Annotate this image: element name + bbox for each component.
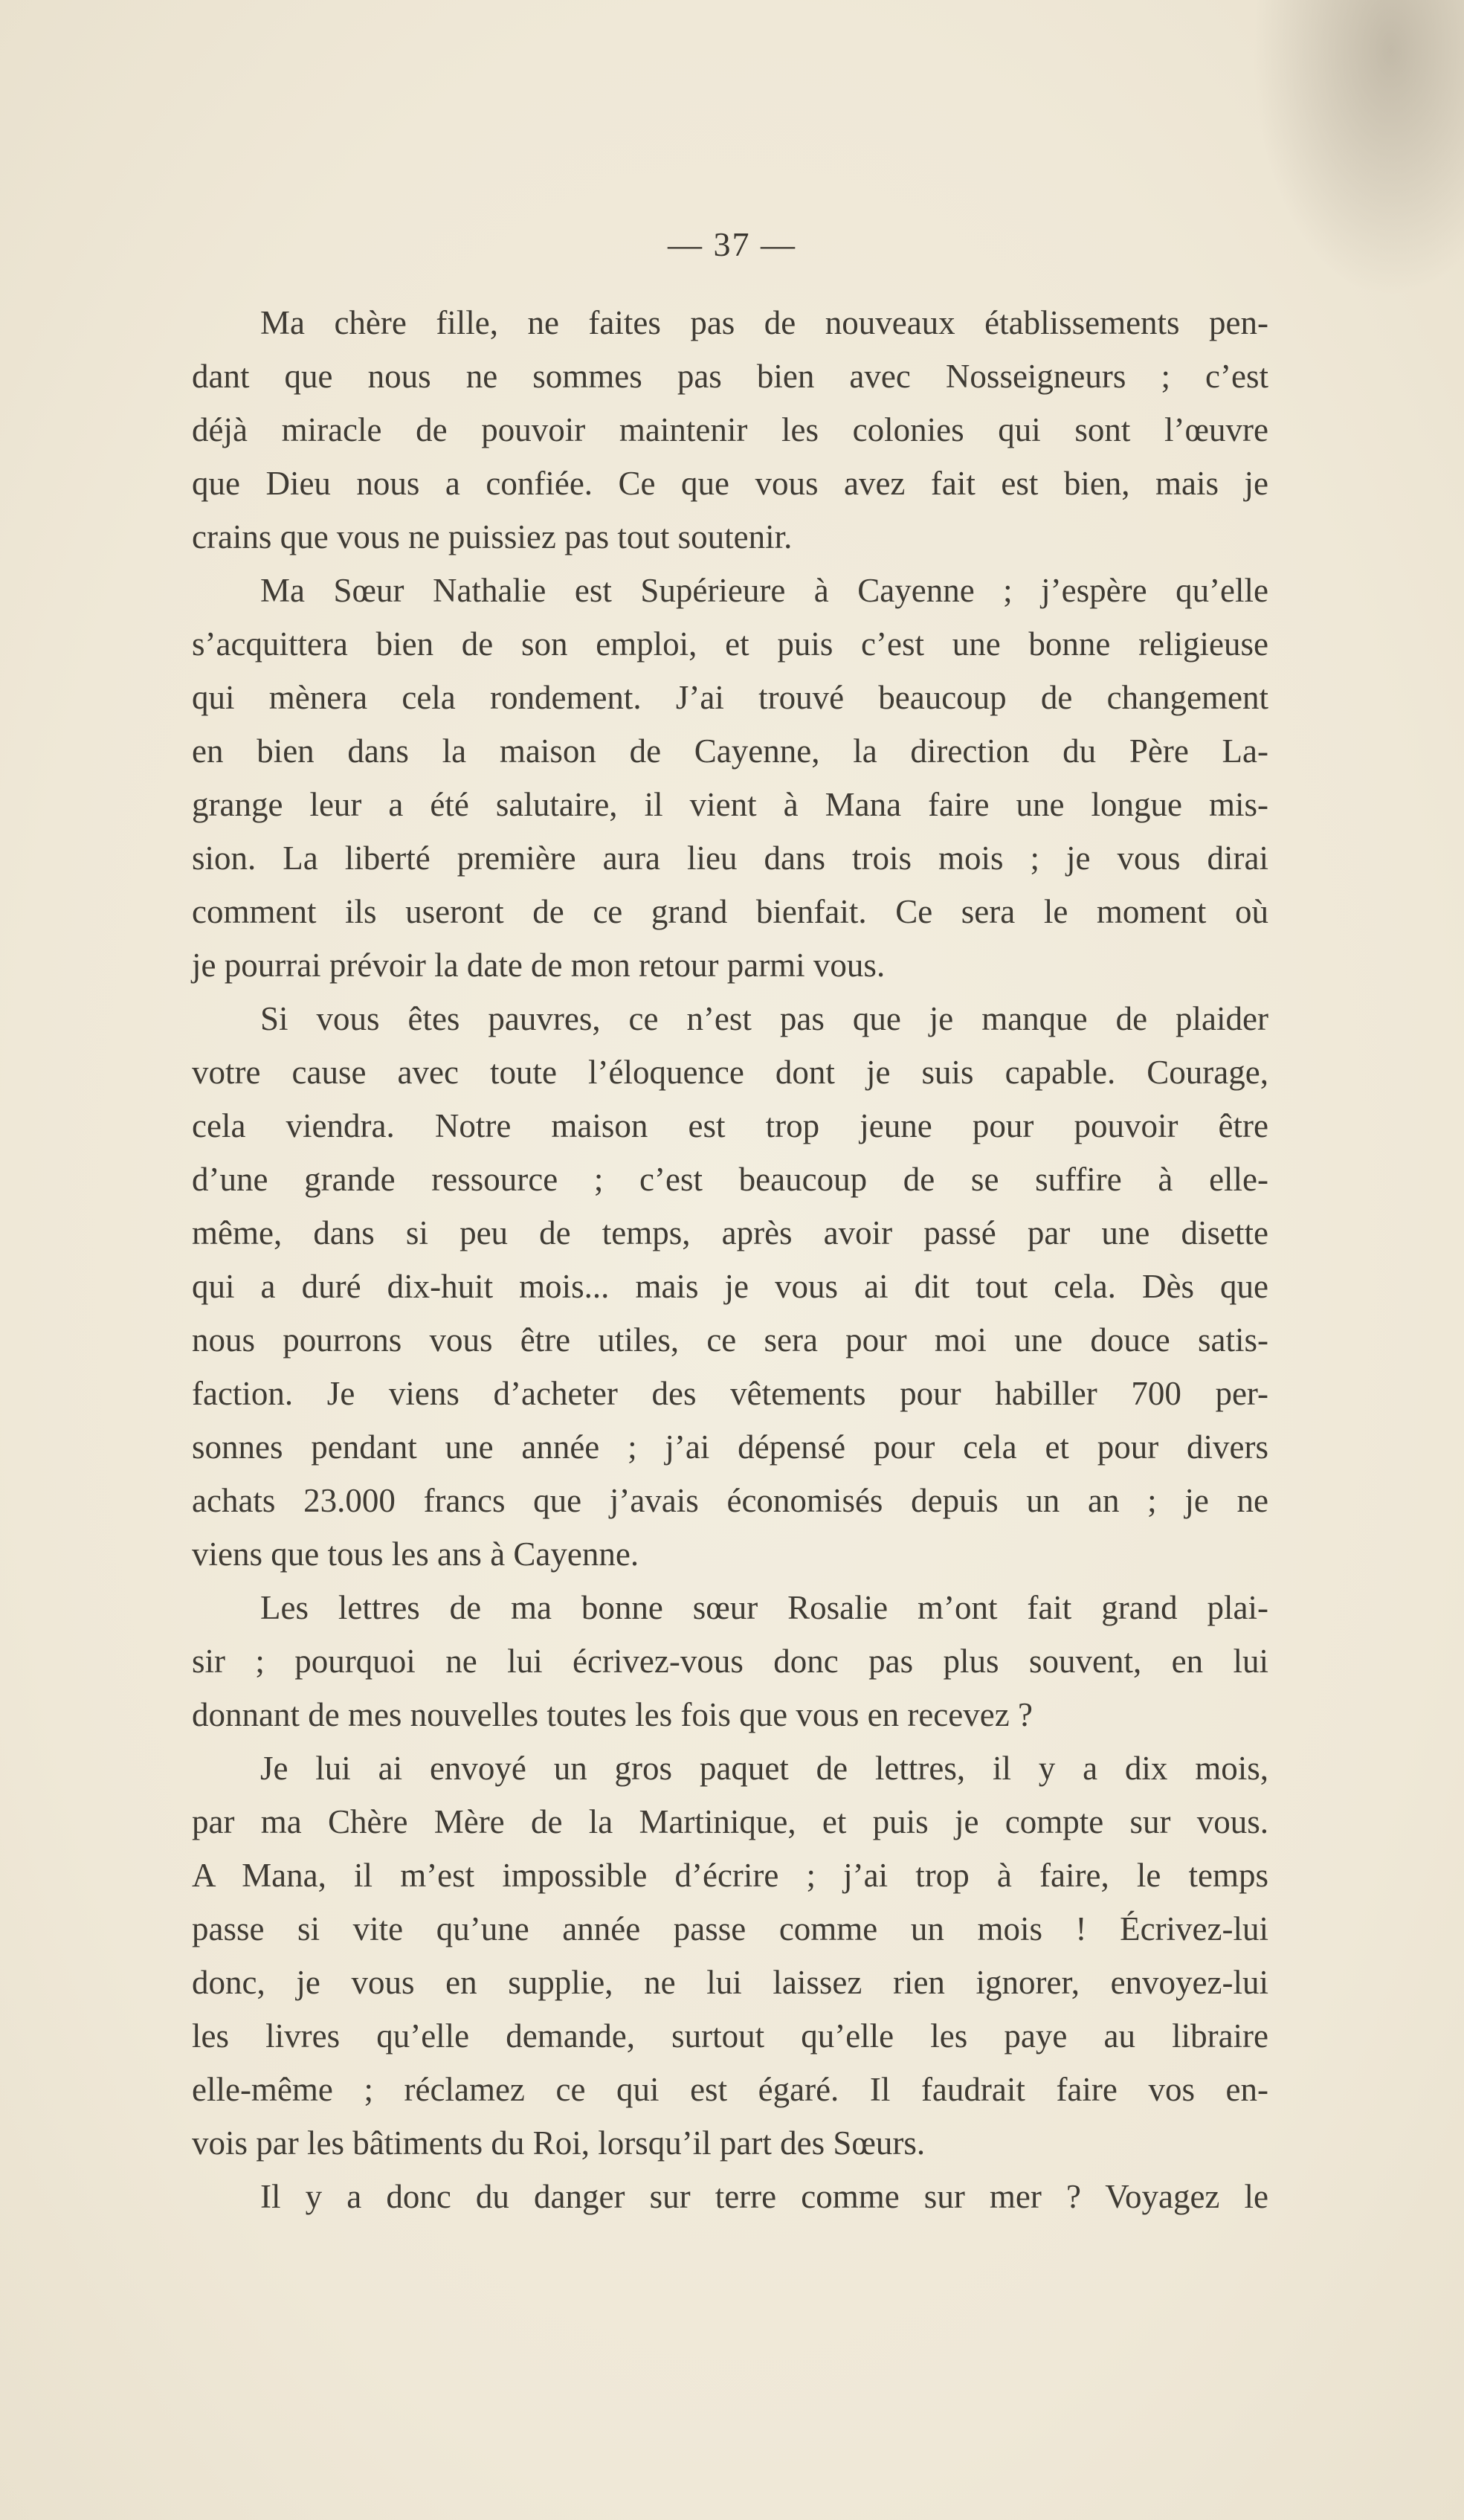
text-line: déjà miracle de pouvoir maintenir les colonies qui sont l’œuvre <box>192 411 1268 448</box>
text-line: même, dans si peu de temps, après avoir passé par une disette <box>192 1214 1268 1251</box>
text-line: d’une grande ressource ; c’est beaucoup de se suffire à elle- <box>192 1161 1268 1198</box>
text-line: crains que vous ne puissiez pas tout soutenir. <box>192 518 793 555</box>
text-line: Il y a donc du danger sur terre comme sur mer ? Voyagez le <box>260 2178 1268 2215</box>
text-line: dant que nous ne sommes pas bien avec Nosseigneurs ; c’est <box>192 358 1268 395</box>
text-line: donnant de mes nouvelles toutes les fois que vous en recevez ? <box>192 1696 1033 1733</box>
text-line: s’acquittera bien de son emploi, et puis c’est une bonne religieuse <box>192 625 1268 663</box>
text-line: achats 23.000 francs que j’avais économisés depuis un an ; je ne <box>192 1482 1268 1519</box>
text-line: Ma chère fille, ne faites pas de nouveaux établissements pen- <box>260 304 1268 341</box>
text-line: viens que tous les ans à Cayenne. <box>192 1535 639 1573</box>
text-line: donc, je vous en supplie, ne lui laissez rien ignorer, envoyez-lui <box>192 1964 1268 2001</box>
text-line: passe si vite qu’une année passe comme un mois ! Écrivez-lui <box>192 1910 1268 1947</box>
text-line: les livres qu’elle demande, surtout qu’elle les paye au libraire <box>192 2017 1268 2055</box>
text-line: que Dieu nous a confiée. Ce que vous avez fait est bien, mais je <box>192 465 1268 502</box>
text-line: je pourrai prévoir la date de mon retour parmi vous. <box>192 947 886 984</box>
text-line: Je lui ai envoyé un gros paquet de lettres, il y a dix mois, <box>260 1750 1268 1787</box>
text-line: Les lettres de ma bonne sœur Rosalie m’ont fait grand plai- <box>260 1589 1268 1626</box>
text-line: grange leur a été salutaire, il vient à Mana faire une longue mis- <box>192 786 1268 823</box>
text-line: sonnes pendant une année ; j’ai dépensé pour cela et pour divers <box>192 1428 1268 1466</box>
text-line: sir ; pourquoi ne lui écrivez-vous donc pas plus souvent, en lui <box>192 1643 1268 1680</box>
text-line: vois par les bâtiments du Roi, lorsqu’il part des Sœurs. <box>192 2124 926 2162</box>
text-line: votre cause avec toute l’éloquence dont je suis capable. Courage, <box>192 1054 1268 1091</box>
text-line: Ma Sœur Nathalie est Supérieure à Cayenne ; j’espère qu’elle <box>260 572 1268 609</box>
text-line: A Mana, il m’est impossible d’écrire ; j’ai trop à faire, le temps <box>192 1857 1268 1894</box>
text-line: comment ils useront de ce grand bienfait. Ce sera le moment où <box>192 893 1268 930</box>
text-line: qui a duré dix-huit mois... mais je vous ai dit tout cela. Dès que <box>192 1268 1268 1305</box>
text-line: nous pourrons vous être utiles, ce sera pour moi une douce satis- <box>192 1321 1268 1359</box>
text-line: qui mènera cela rondement. J’ai trouvé beaucoup de changement <box>192 679 1268 716</box>
page-number: — 37 — <box>668 225 796 263</box>
text-line: elle-même ; réclamez ce qui est égaré. Il faudrait faire vos en- <box>192 2071 1268 2108</box>
text-line: cela viendra. Notre maison est trop jeune pour pouvoir être <box>192 1107 1268 1144</box>
text-line: sion. La liberté première aura lieu dans trois mois ; je vous dirai <box>192 840 1268 877</box>
text-line: en bien dans la maison de Cayenne, la direction du Père La- <box>192 732 1268 770</box>
text-line: Si vous êtes pauvres, ce n’est pas que je manque de plaider <box>260 1000 1268 1037</box>
text-line: faction. Je viens d’acheter des vêtements pour habiller 700 per- <box>192 1375 1268 1412</box>
text-line: par ma Chère Mère de la Martinique, et puis je compte sur vous. <box>192 1803 1268 1840</box>
